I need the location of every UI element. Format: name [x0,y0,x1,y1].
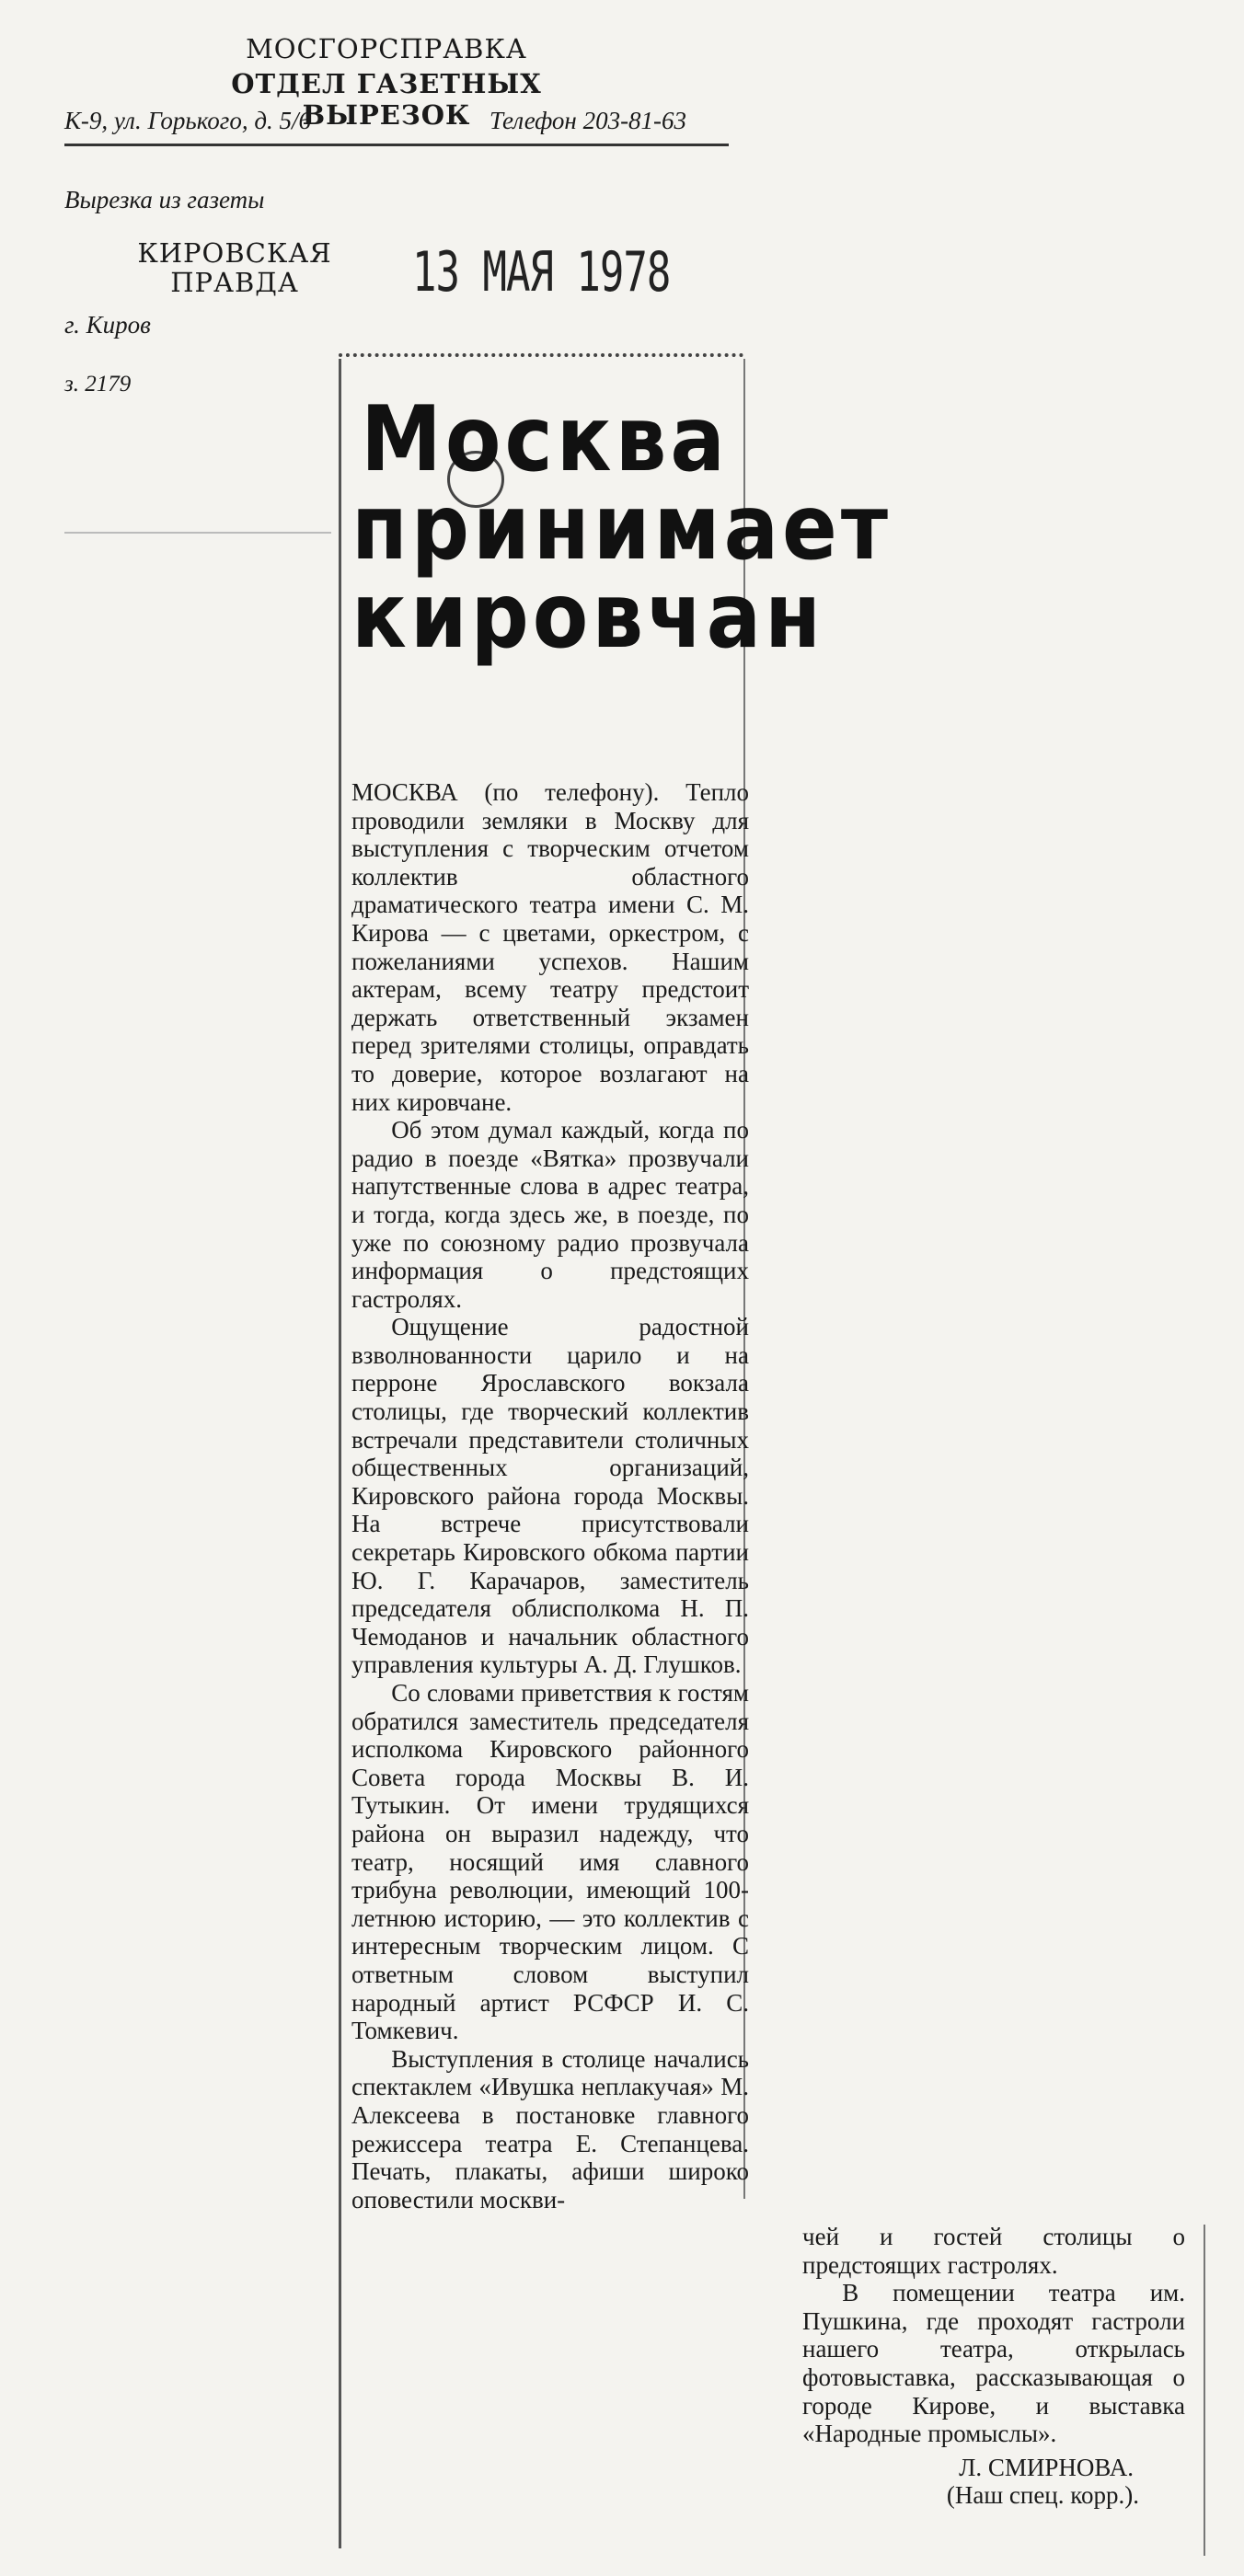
paragraph-3: Ощущение радостной взволнованности царило и на перроне Ярославского вокзала столицы, где творческий коллектив встречали представители столичных общественных организаций, Кировского района города Москвы. На встрече присутствовали секретарь Кировского обкома партии Ю. Г. Карачаров, заместитель председателя облисполкома Н. П. Чемоданов и начальник областного управления культуры А. Д. Глушков. [351,1313,749,1679]
paragraph-5: Выступления в столице начались спектаклем «Ивушка неплакучая» М. Алексеева в постановке главного режиссера театра Е. Степанцева. Печать, плакаты, афиши широко оповестили москви- [351,2044,749,2214]
clipping-left-edge [339,359,341,2548]
service-address: К-9, ул. Горького, д. 5/6 [64,107,311,134]
paragraph-2: Об этом думал каждый, когда по радио в поезде «Вятка» прозвучали напутственные слова в адрес театра, и тогда, когда здесь же, в поезде, по уже по союзному радио прозвучала информация о предстоящих гастролях. [351,1116,749,1313]
author-signature: Л. СМИРНОВА. [959,2453,1134,2481]
side-rule [64,532,331,534]
headline-line-3: кировчан [351,564,825,669]
clipping-label: Вырезка из газеты [64,186,265,213]
service-dept: ОТДЕЛ ГАЗЕТНЫХ ВЫРЕЗОК [231,68,542,131]
paragraph-1: МОСКВА (по телефону). Тепло проводили земляки в Москву для выступления с творческим отчетом коллектив областного драматического театра имени С. М. Кирова — с цветами, оркестром, с пожеланиями успехов. Нашим актерам, всему театру предстоит держать ответственный экзамен перед зрителями столицы, оправдать то доверие, которое возлагают на них кировчане. [351,778,749,1116]
date-stamp: 13 МАЯ 1978 [412,241,671,305]
headline-line-1: Москва [361,387,729,492]
newspaper-name-line1: КИРОВСКАЯ [137,237,332,269]
article-column-1 [351,778,749,2214]
article-headline [351,387,892,669]
city: г. Киров [64,311,151,339]
paragraph-4: Со словами приветствия к гостям обратился заместитель председателя исполкома Кировского районного Совета города Москвы В. И. Тутыкин. От имени трудящихся района он выразил надежду, что театр, носящий имя славного трибуна революции, имеющий 100-летнюю историю, — это коллектив с интересным творческим лицом. С ответным словом выступил народный артист РСФСР И. С. Томкевич. [351,1679,749,2045]
article-column-2 [802,2223,1185,2510]
paragraph-6: чей и гостей столицы о предстоящих гастролях. [802,2223,1185,2279]
header-rule [64,144,729,146]
author-note: (Наш спец. корр.). [946,2481,1139,2510]
newspaper-name-line2: ПРАВДА [170,267,299,298]
order-number: з. 2179 [64,372,132,397]
col2-right-edge [1204,2225,1205,2556]
clipping-top-edge [339,353,743,357]
service-org: МОСГОРСПРАВКА [246,33,527,64]
headline-line-2: принимает [351,476,892,581]
service-phone: Телефон 203-81-63 [490,107,687,134]
paragraph-7: В помещении театра им. Пушкина, где проходят гастроли нашего театра, открылась фотовыставка, рассказывающая о городе Кирове, и выставка «Народные промыслы». [802,2279,1185,2448]
